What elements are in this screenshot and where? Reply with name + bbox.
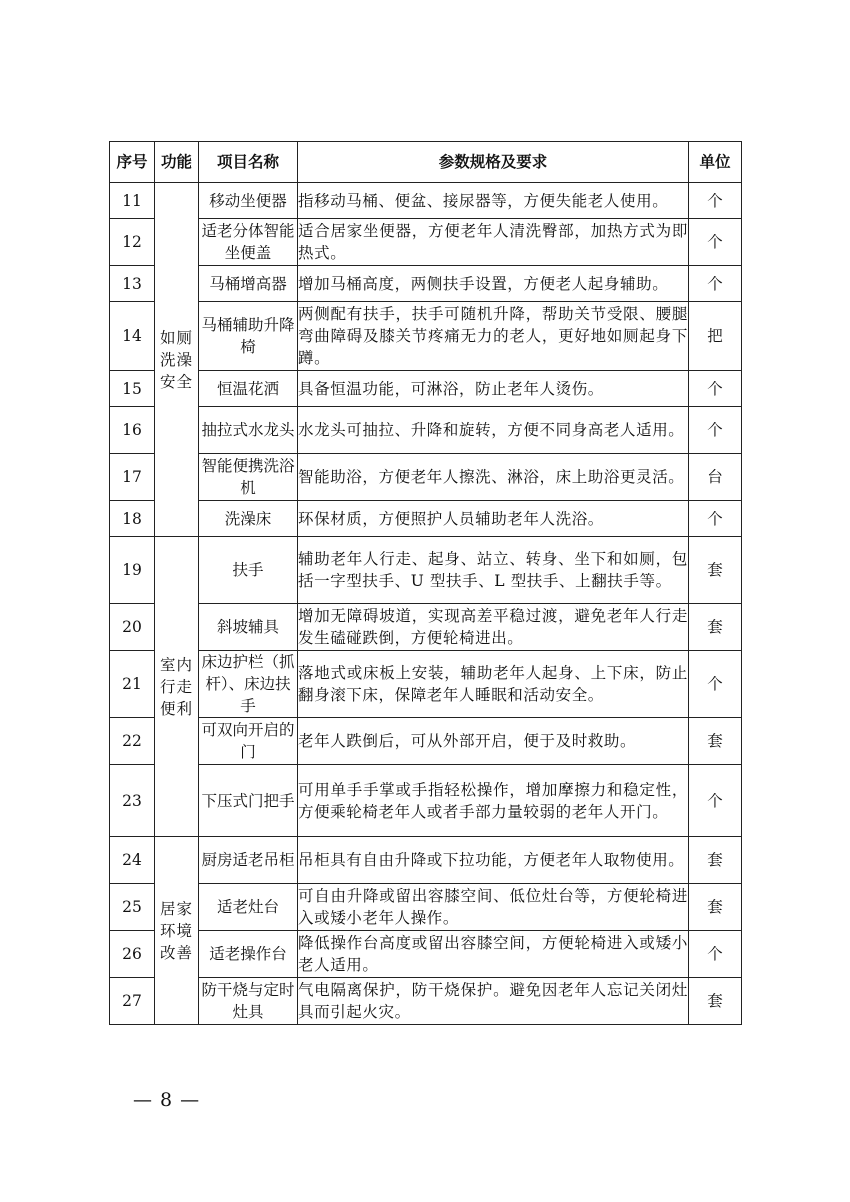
table-row: [110, 266, 742, 302]
item-name: 恒温花洒: [199, 371, 298, 407]
header-num: 序号: [110, 142, 155, 183]
item-spec: 增加马桶高度，两侧扶手设置，方便老人起身辅助。: [298, 266, 689, 302]
table-row: [110, 407, 742, 454]
item-spec: 可用单手手掌或手指轻松操作，增加摩擦力和稳定性，方便乘轮椅老年人或者手部力量较弱的老年人开门。: [298, 765, 689, 837]
row-number: 17: [110, 454, 155, 501]
item-unit: 台: [689, 454, 742, 501]
table-row: [110, 604, 742, 651]
item-unit: 套: [689, 718, 742, 765]
item-spec: 环保材质，方便照护人员辅助老年人洗浴。: [298, 501, 689, 537]
row-number: 12: [110, 219, 155, 266]
row-number: 25: [110, 884, 155, 931]
item-unit: 个: [689, 266, 742, 302]
item-spec: 具备恒温功能，可淋浴，防止老年人烫伤。: [298, 371, 689, 407]
item-name: 可双向开启的门: [199, 718, 298, 765]
function-group: 室内行走便利: [155, 537, 199, 837]
item-unit: 个: [689, 183, 742, 219]
item-unit: 个: [689, 501, 742, 537]
table-row: [110, 454, 742, 501]
table-row: [110, 537, 742, 604]
item-spec: 降低操作台高度或留出容膝空间，方便轮椅进入或矮小老人适用。: [298, 931, 689, 978]
table-row: [110, 183, 742, 219]
item-name: 防干烧与定时灶具: [199, 978, 298, 1025]
table-row: [110, 219, 742, 266]
item-unit: 个: [689, 407, 742, 454]
row-number: 21: [110, 651, 155, 718]
table-row: [110, 884, 742, 931]
item-name: 适老操作台: [199, 931, 298, 978]
header-name: 项目名称: [199, 142, 298, 183]
item-name: 马桶辅助升降椅: [199, 302, 298, 371]
row-number: 16: [110, 407, 155, 454]
row-number: 27: [110, 978, 155, 1025]
item-unit: 个: [689, 651, 742, 718]
table-row: [110, 837, 742, 884]
item-spec: 适合居家坐便器，方便老年人清洗臀部，加热方式为即热式。: [298, 219, 689, 266]
item-name: 移动坐便器: [199, 183, 298, 219]
header-spec: 参数规格及要求: [298, 142, 689, 183]
row-number: 15: [110, 371, 155, 407]
item-name: 下压式门把手: [199, 765, 298, 837]
item-unit: 个: [689, 765, 742, 837]
row-number: 22: [110, 718, 155, 765]
item-name: 适老分体智能坐便盖: [199, 219, 298, 266]
header-func: 功能: [155, 142, 199, 183]
item-spec: 增加无障碍坡道，实现高差平稳过渡，避免老年人行走发生磕碰跌倒，方便轮椅进出。: [298, 604, 689, 651]
item-unit: 套: [689, 604, 742, 651]
function-group: 居家环境改善: [155, 837, 199, 1025]
row-number: 23: [110, 765, 155, 837]
spec-table: [109, 141, 742, 1025]
item-spec: 可自由升降或留出容膝空间、低位灶台等，方便轮椅进入或矮小老年人操作。: [298, 884, 689, 931]
item-spec: 落地式或床板上安装，辅助老年人起身、上下床，防止翻身滚下床，保障老年人睡眠和活动安全。: [298, 651, 689, 718]
item-name: 洗澡床: [199, 501, 298, 537]
item-unit: 套: [689, 537, 742, 604]
item-name: 适老灶台: [199, 884, 298, 931]
row-number: 19: [110, 537, 155, 604]
item-unit: 套: [689, 884, 742, 931]
table-row: [110, 302, 742, 371]
table-row: [110, 978, 742, 1025]
item-name: 抽拉式水龙头: [199, 407, 298, 454]
item-unit: 把: [689, 302, 742, 371]
page-number: — 8 —: [133, 1089, 201, 1111]
table-row: [110, 371, 742, 407]
item-unit: 个: [689, 219, 742, 266]
item-unit: 个: [689, 371, 742, 407]
header-row: [110, 142, 742, 183]
row-number: 11: [110, 183, 155, 219]
item-spec: 两侧配有扶手，扶手可随机升降，帮助关节受限、腰腿弯曲障碍及膝关节疼痛无力的老人，更好地如厕起身下蹲。: [298, 302, 689, 371]
item-spec: 水龙头可抽拉、升降和旋转，方便不同身高老人适用。: [298, 407, 689, 454]
item-spec: 智能助浴，方便老年人擦洗、淋浴，床上助浴更灵活。: [298, 454, 689, 501]
item-name: 床边护栏（抓杆）、床边扶手: [199, 651, 298, 718]
item-spec: 老年人跌倒后，可从外部开启，便于及时救助。: [298, 718, 689, 765]
table-body: [110, 183, 742, 1025]
item-name: 扶手: [199, 537, 298, 604]
row-number: 20: [110, 604, 155, 651]
item-unit: 个: [689, 931, 742, 978]
row-number: 24: [110, 837, 155, 884]
item-spec: 吊柜具有自由升降或下拉功能，方便老年人取物使用。: [298, 837, 689, 884]
item-name: 斜坡辅具: [199, 604, 298, 651]
item-spec: 辅助老年人行走、起身、站立、转身、坐下和如厕，包括一字型扶手、U 型扶手、L 型扶手、上翻扶手等。: [298, 537, 689, 604]
row-number: 13: [110, 266, 155, 302]
table-row: [110, 651, 742, 718]
table-row: [110, 765, 742, 837]
item-name: 马桶增高器: [199, 266, 298, 302]
table-row: [110, 718, 742, 765]
item-unit: 套: [689, 837, 742, 884]
row-number: 26: [110, 931, 155, 978]
row-number: 14: [110, 302, 155, 371]
item-name: 厨房适老吊柜: [199, 837, 298, 884]
item-name: 智能便携洗浴机: [199, 454, 298, 501]
table-row: [110, 931, 742, 978]
header-unit: 单位: [689, 142, 742, 183]
row-number: 18: [110, 501, 155, 537]
item-spec: 气电隔离保护，防干烧保护。避免因老年人忘记关闭灶具而引起火灾。: [298, 978, 689, 1025]
item-unit: 套: [689, 978, 742, 1025]
function-group: 如厕洗澡安全: [155, 183, 199, 537]
table-row: [110, 501, 742, 537]
item-spec: 指移动马桶、便盆、接尿器等，方便失能老人使用。: [298, 183, 689, 219]
